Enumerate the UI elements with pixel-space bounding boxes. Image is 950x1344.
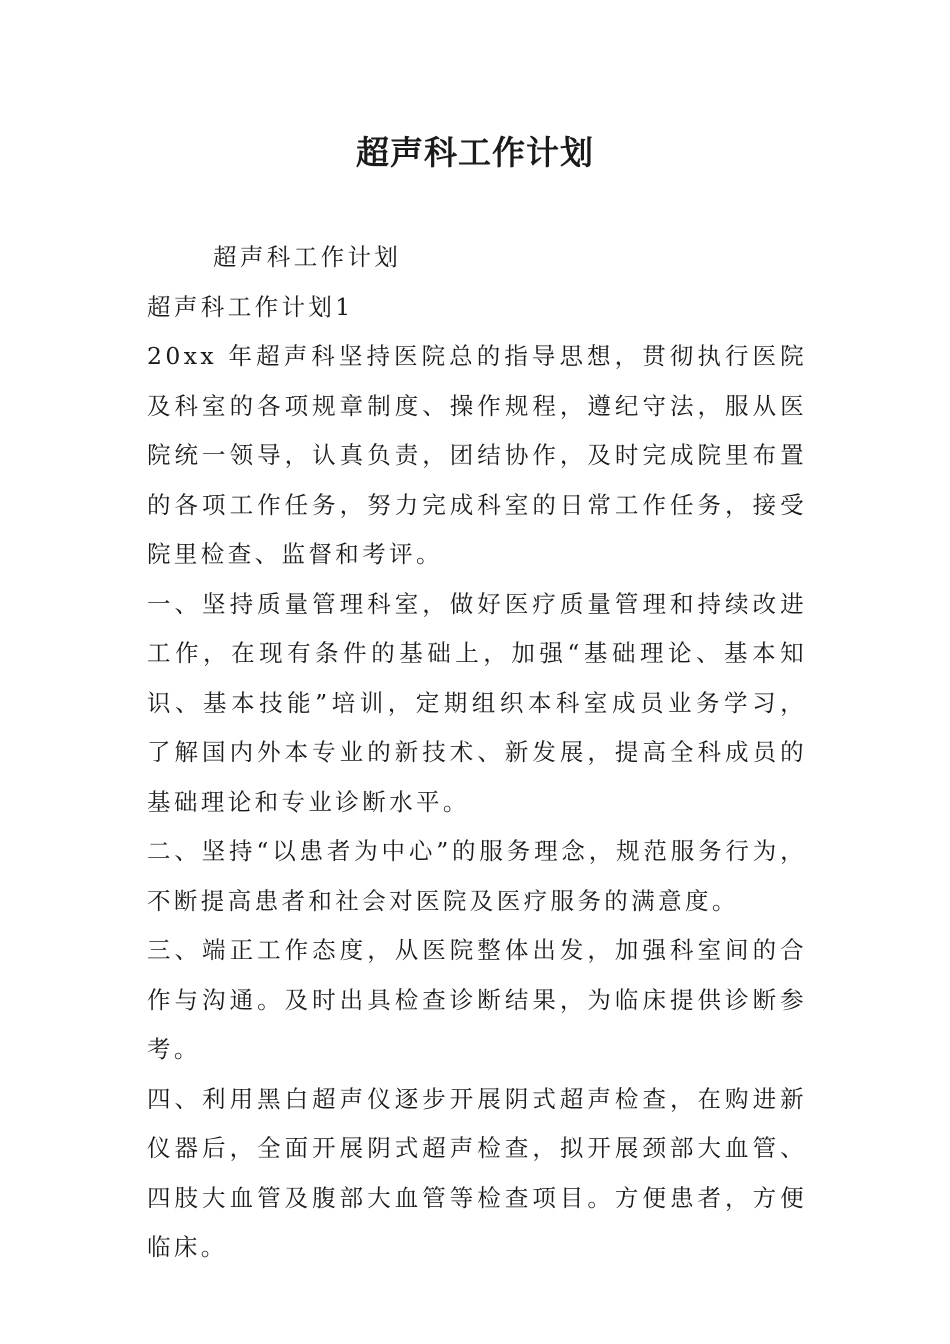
document-body <box>147 233 807 1273</box>
section-heading: 超声科工作计划1 <box>147 292 354 321</box>
paragraph-intro: 20xx 年超声科坚持医院总的指导思想，贯彻执行医院及科室的各项规章制度、操作规程，遵纪守法，服从医院统一领导，认真负责，团结协作，及时完成院里布置的各项工作任务，努力完成科室的日常工作任务，接受院里检查、监督和考评。 <box>147 342 807 568</box>
paragraph-item-4: 四、利用黑白超声仪逐步开展阴式超声检查，在购进新仪器后，全面开展阴式超声检查，拟开展颈部大血管、四肢大血管及腹部大血管等检查项目。方便患者，方便临床。 <box>147 1084 807 1261</box>
document-subtitle: 超声科工作计划 <box>213 243 402 271</box>
paragraph-item-3: 三、端正工作态度，从医院整体出发，加强科室间的合作与沟通。及时出具检查诊断结果，为临床提供诊断参考。 <box>147 936 807 1063</box>
paragraph-item-2: 二、坚持“以患者为中心”的服务理念，规范服务行为，不断提高患者和社会对医院及医疗服务的满意度。 <box>147 837 807 915</box>
paragraph-item-1: 一、坚持质量管理科室，做好医疗质量管理和持续改进工作，在现有条件的基础上，加强“基础理论、基本知识、基本技能”培训，定期组织本科室成员业务学习，了解国内外本专业的新技术、新发展，提高全科成员的基础理论和专业诊断水平。 <box>147 589 807 816</box>
document-title: 超声科工作计划 <box>356 133 594 172</box>
